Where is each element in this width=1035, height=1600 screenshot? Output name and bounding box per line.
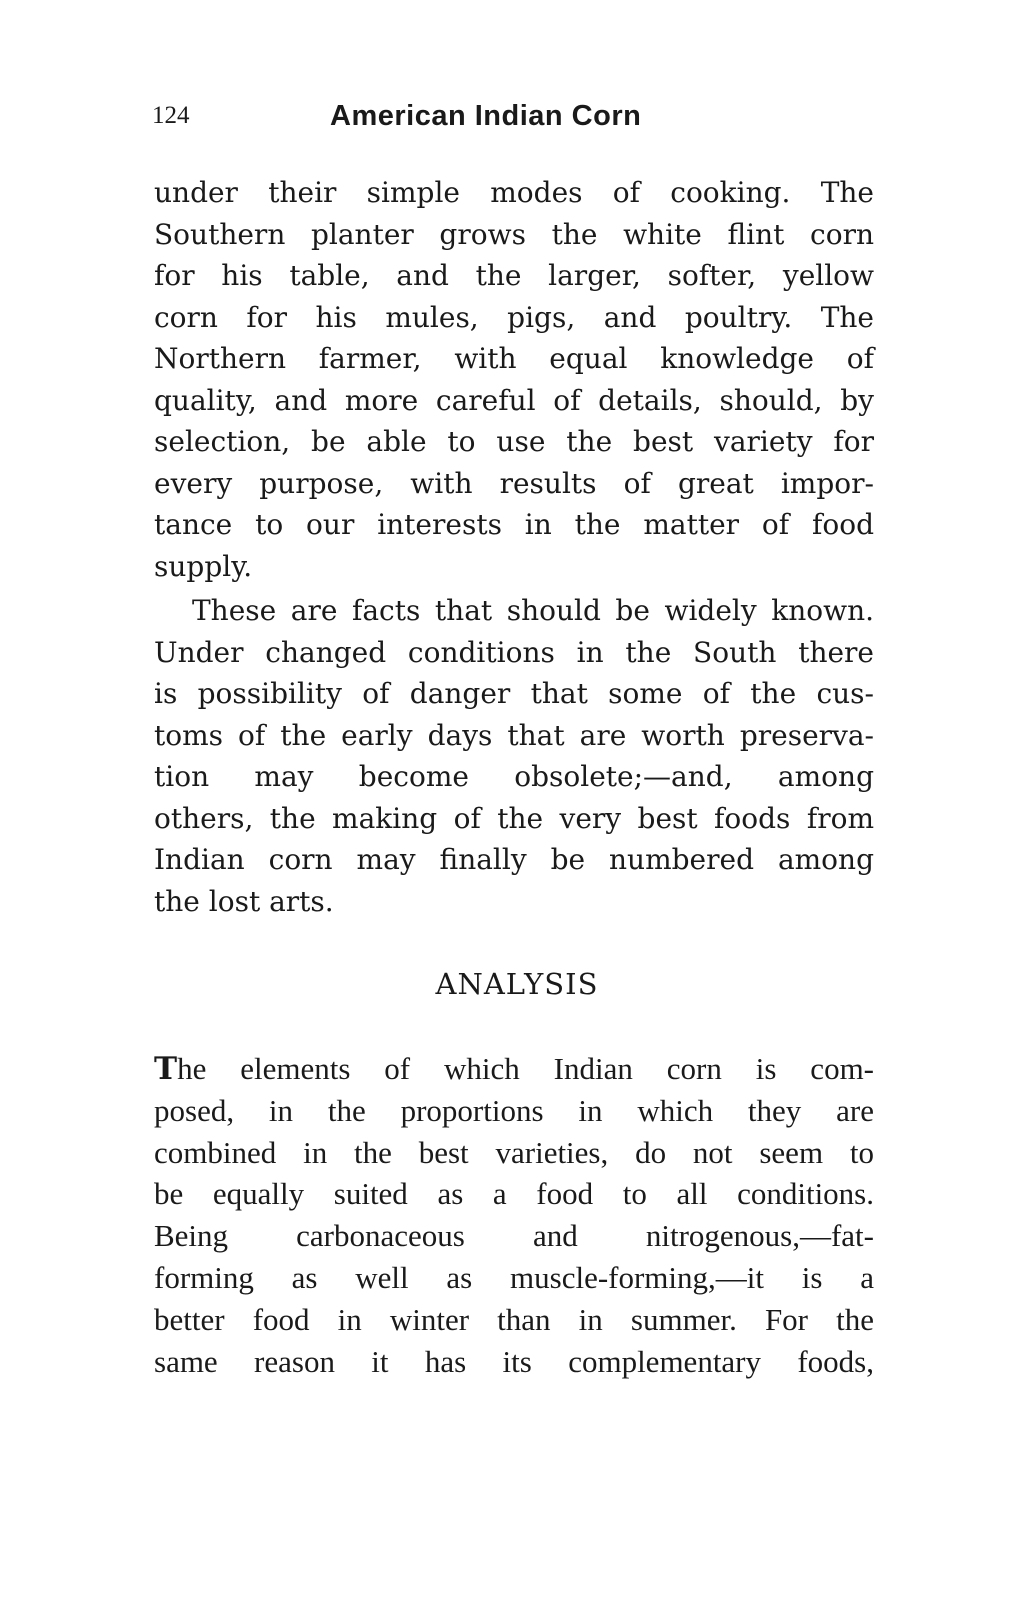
text-line: selection, be able to use the best variety for xyxy=(154,425,874,458)
text-line: Under changed conditions in the South there xyxy=(154,635,874,669)
section-heading: ANALYSIS xyxy=(435,967,599,1001)
text-line: toms of the early days that are worth preserva- xyxy=(154,718,874,752)
text-line-first xyxy=(154,1048,874,1090)
paragraph-2 xyxy=(154,590,874,922)
text-line: better food in winter than in summer. For the xyxy=(154,1301,874,1337)
text-line: supply. xyxy=(154,549,253,583)
text-line: is possibility of danger that some of the cus- xyxy=(154,677,874,710)
text-line: forming as well as muscle-forming,—it is a xyxy=(154,1259,874,1295)
text-line: same reason it has its complementary foods, xyxy=(154,1343,874,1379)
book-title: American Indian Corn xyxy=(330,100,642,132)
text-line: These are facts that should be widely known. xyxy=(192,594,874,627)
drop-cap: T xyxy=(154,1051,178,1087)
running-head xyxy=(152,98,882,138)
text-line: every purpose, with results of great impor- xyxy=(154,466,874,500)
text-line: for his table, and the larger, softer, yellow xyxy=(154,259,874,292)
text-line: corn for his mules, pigs, and poultry. The xyxy=(154,300,874,334)
text-line: Northern farmer, with equal knowledge of xyxy=(154,342,874,375)
text-line: quality, and more careful of details, should, by xyxy=(154,383,874,417)
text-line: the lost arts. xyxy=(154,884,334,918)
text-line: combined in the best varieties, do not seem to xyxy=(154,1134,874,1170)
text-line: posed, in the proportions in which they are xyxy=(154,1092,874,1128)
paragraph-3 xyxy=(154,1048,874,1382)
text-line: be equally suited as a food to all conditions. xyxy=(154,1176,874,1212)
text-line: Being carbonaceous and nitrogenous,—fat- xyxy=(154,1218,874,1254)
text-line: Southern planter grows the white flint corn xyxy=(154,217,874,251)
paragraph-1 xyxy=(154,172,874,587)
text-line: tion may become obsolete;—and, among xyxy=(154,760,874,793)
first-line-text: he elements of which Indian corn is com- xyxy=(177,1051,874,1086)
text-line: others, the making of the very best foods from xyxy=(154,801,874,835)
text-line: tance to our interests in the matter of food xyxy=(154,508,874,541)
text-line: under their simple modes of cooking. The xyxy=(154,176,874,209)
page-number: 124 xyxy=(152,102,190,129)
text-line: Indian corn may finally be numbered among xyxy=(154,843,874,876)
